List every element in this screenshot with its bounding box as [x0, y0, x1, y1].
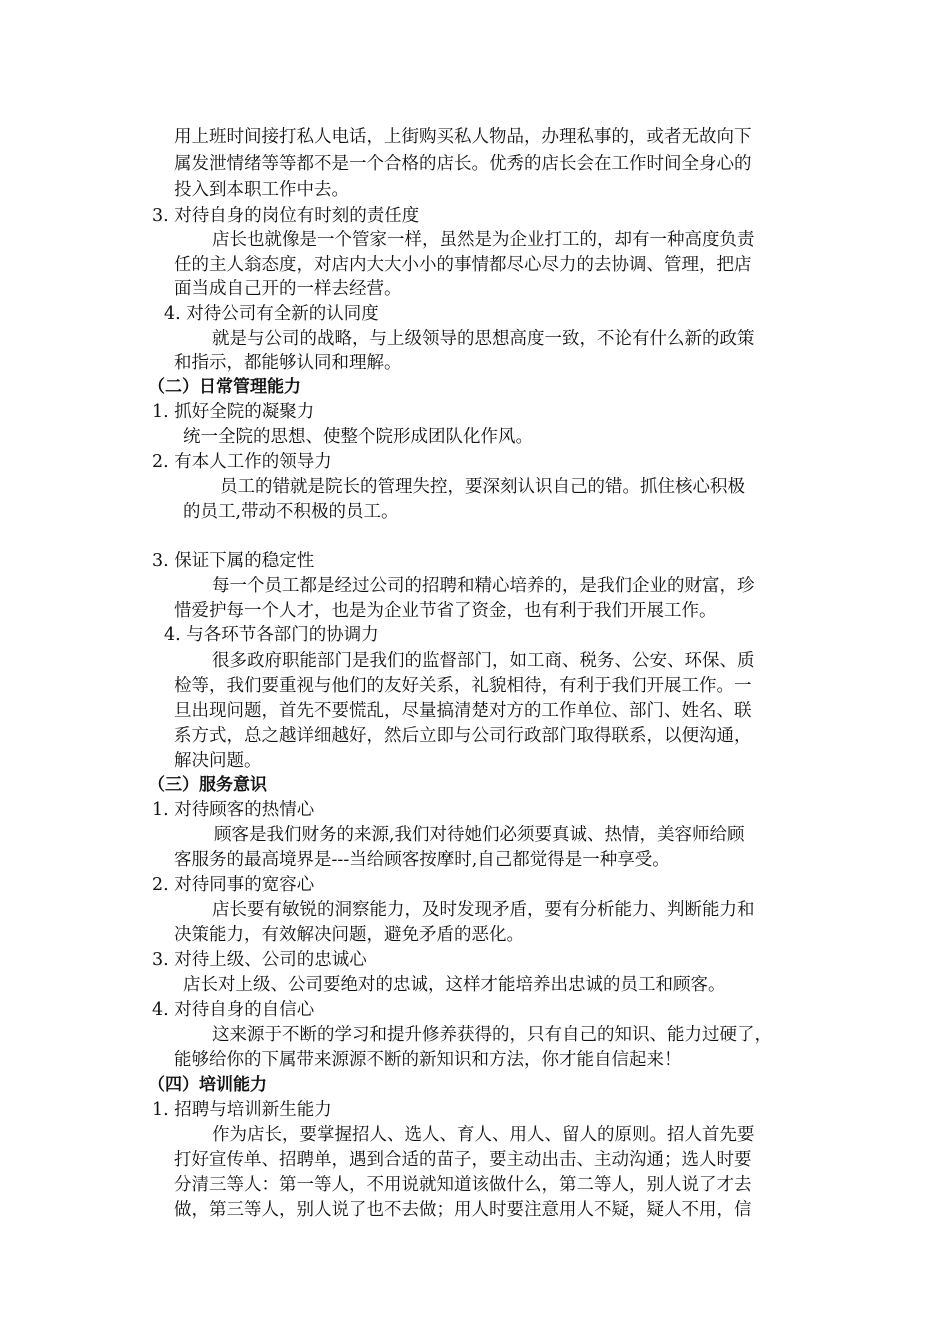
body-text-line: 店长也就像是一个管家一样，虽然是为企业打工的，却有一种高度负责 [212, 230, 755, 250]
body-text-line: 投入到本职工作中去。 [174, 180, 349, 200]
section-heading: （四）培训能力 [148, 1075, 267, 1095]
body-text-line: 做，第三等人，别人说了也不去做；用人时要注意用人不疑，疑人不用，信 [174, 1200, 752, 1220]
body-text-line: 惜爱护每一个人才，也是为企业节省了资金，也有利于我们开展工作。 [174, 601, 717, 621]
list-item-heading: 3. 保证下属的稳定性 [152, 551, 315, 571]
body-text-line: 打好宣传单、招聘单，遇到合适的苗子，要主动出击、主动沟通；选人时要 [174, 1150, 752, 1170]
body-text-line: 属发泄情绪等等都不是一个合格的店长。优秀的店长会在工作时间全身心的 [174, 154, 752, 174]
body-text-line: 决策能力，有效解决问题，避免矛盾的恶化。 [174, 925, 524, 945]
list-item-heading: 3. 对待上级、公司的忠诚心 [152, 950, 367, 970]
body-text-line: 用上班时间接打私人电话，上街购买私人物品，办理私事的，或者无故向下 [174, 127, 752, 147]
list-item-heading: 4. 与各环节各部门的协调力 [164, 625, 379, 645]
list-item-heading: 2. 有本人工作的领导力 [152, 452, 332, 472]
body-text-line: 统一全院的思想、使整个院形成团队化作风。 [183, 427, 533, 447]
body-text-line: 旦出现问题，首先不要慌乱，尽量搞清楚对方的工作单位、部门、姓名、联 [174, 701, 752, 721]
body-text-line: 能够给你的下属带来源源不断的新知识和方法，你才能自信起来！ [174, 1050, 682, 1070]
body-text-line: 分清三等人：第一等人，不用说就知道该做什么，第二等人，别人说了才去 [174, 1175, 752, 1195]
list-item-heading: 3. 对待自身的岗位有时刻的责任度 [152, 206, 420, 226]
body-text-line: 每一个员工都是经过公司的招聘和精心培养的，是我们企业的财富，珍 [212, 576, 755, 596]
body-text-line: 系方式，总之越详细越好，然后立即与公司行政部门取得联系，以便沟通， [174, 726, 752, 746]
body-text-line: 这来源于不断的学习和提升修养获得的，只有自己的知识、能力过硬了， [212, 1025, 772, 1045]
body-text-line: 的员工,带动不积极的员工。 [183, 502, 399, 522]
body-text-line: 作为店长，要掌握招人、选人、育人、用人、留人的原则。招人首先要 [212, 1125, 755, 1145]
section-heading: （三）服务意识 [148, 775, 267, 795]
list-item-heading: 1. 招聘与培训新生能力 [152, 1100, 332, 1120]
section-heading: （二）日常管理能力 [148, 377, 301, 397]
list-item-heading: 1. 对待顾客的热情心 [152, 800, 315, 820]
list-item-heading: 4. 对待自身的自信心 [152, 1000, 315, 1020]
list-item-heading: 4. 对待公司有全新的认同度 [164, 304, 379, 324]
body-text-line: 店长对上级、公司要绝对的忠诚，这样才能培养出忠诚的员工和顾客。 [183, 975, 726, 995]
body-text-line: 客服务的最高境界是---当给顾客按摩时,自己都觉得是一种享受。 [174, 850, 670, 870]
body-text-line: 解决问题。 [174, 751, 262, 771]
body-text-line: 检等，我们要重视与他们的友好关系，礼貌相待，有利于我们开展工作。一 [174, 676, 752, 696]
list-item-heading: 2. 对待同事的宽容心 [152, 875, 315, 895]
body-text-line: 很多政府职能部门是我们的监督部门，如工商、税务、公安、环保、质 [212, 651, 755, 671]
body-text-line: 员工的错就是院长的管理失控，要深刻认识自己的错。抓住核心积极 [220, 477, 745, 497]
body-text-line: 店长要有敏锐的洞察能力，及时发现矛盾，要有分析能力、判断能力和 [212, 900, 755, 920]
body-text-line: 面当成自己开的一样去经营。 [174, 279, 402, 299]
body-text-line: 顾客是我们财务的来源,我们对待她们必须要真诚、热情，美容师给顾 [214, 825, 745, 845]
body-text-line: 任的主人翁态度，对店内大大小小的事情都尽心尽力的去协调、管理，把店 [174, 255, 752, 275]
list-item-heading: 1. 抓好全院的凝聚力 [152, 402, 315, 422]
body-text-line: 和指示，都能够认同和理解。 [174, 353, 402, 373]
body-text-line: 就是与公司的战略，与上级领导的思想高度一致，不论有什么新的政策 [212, 329, 755, 349]
